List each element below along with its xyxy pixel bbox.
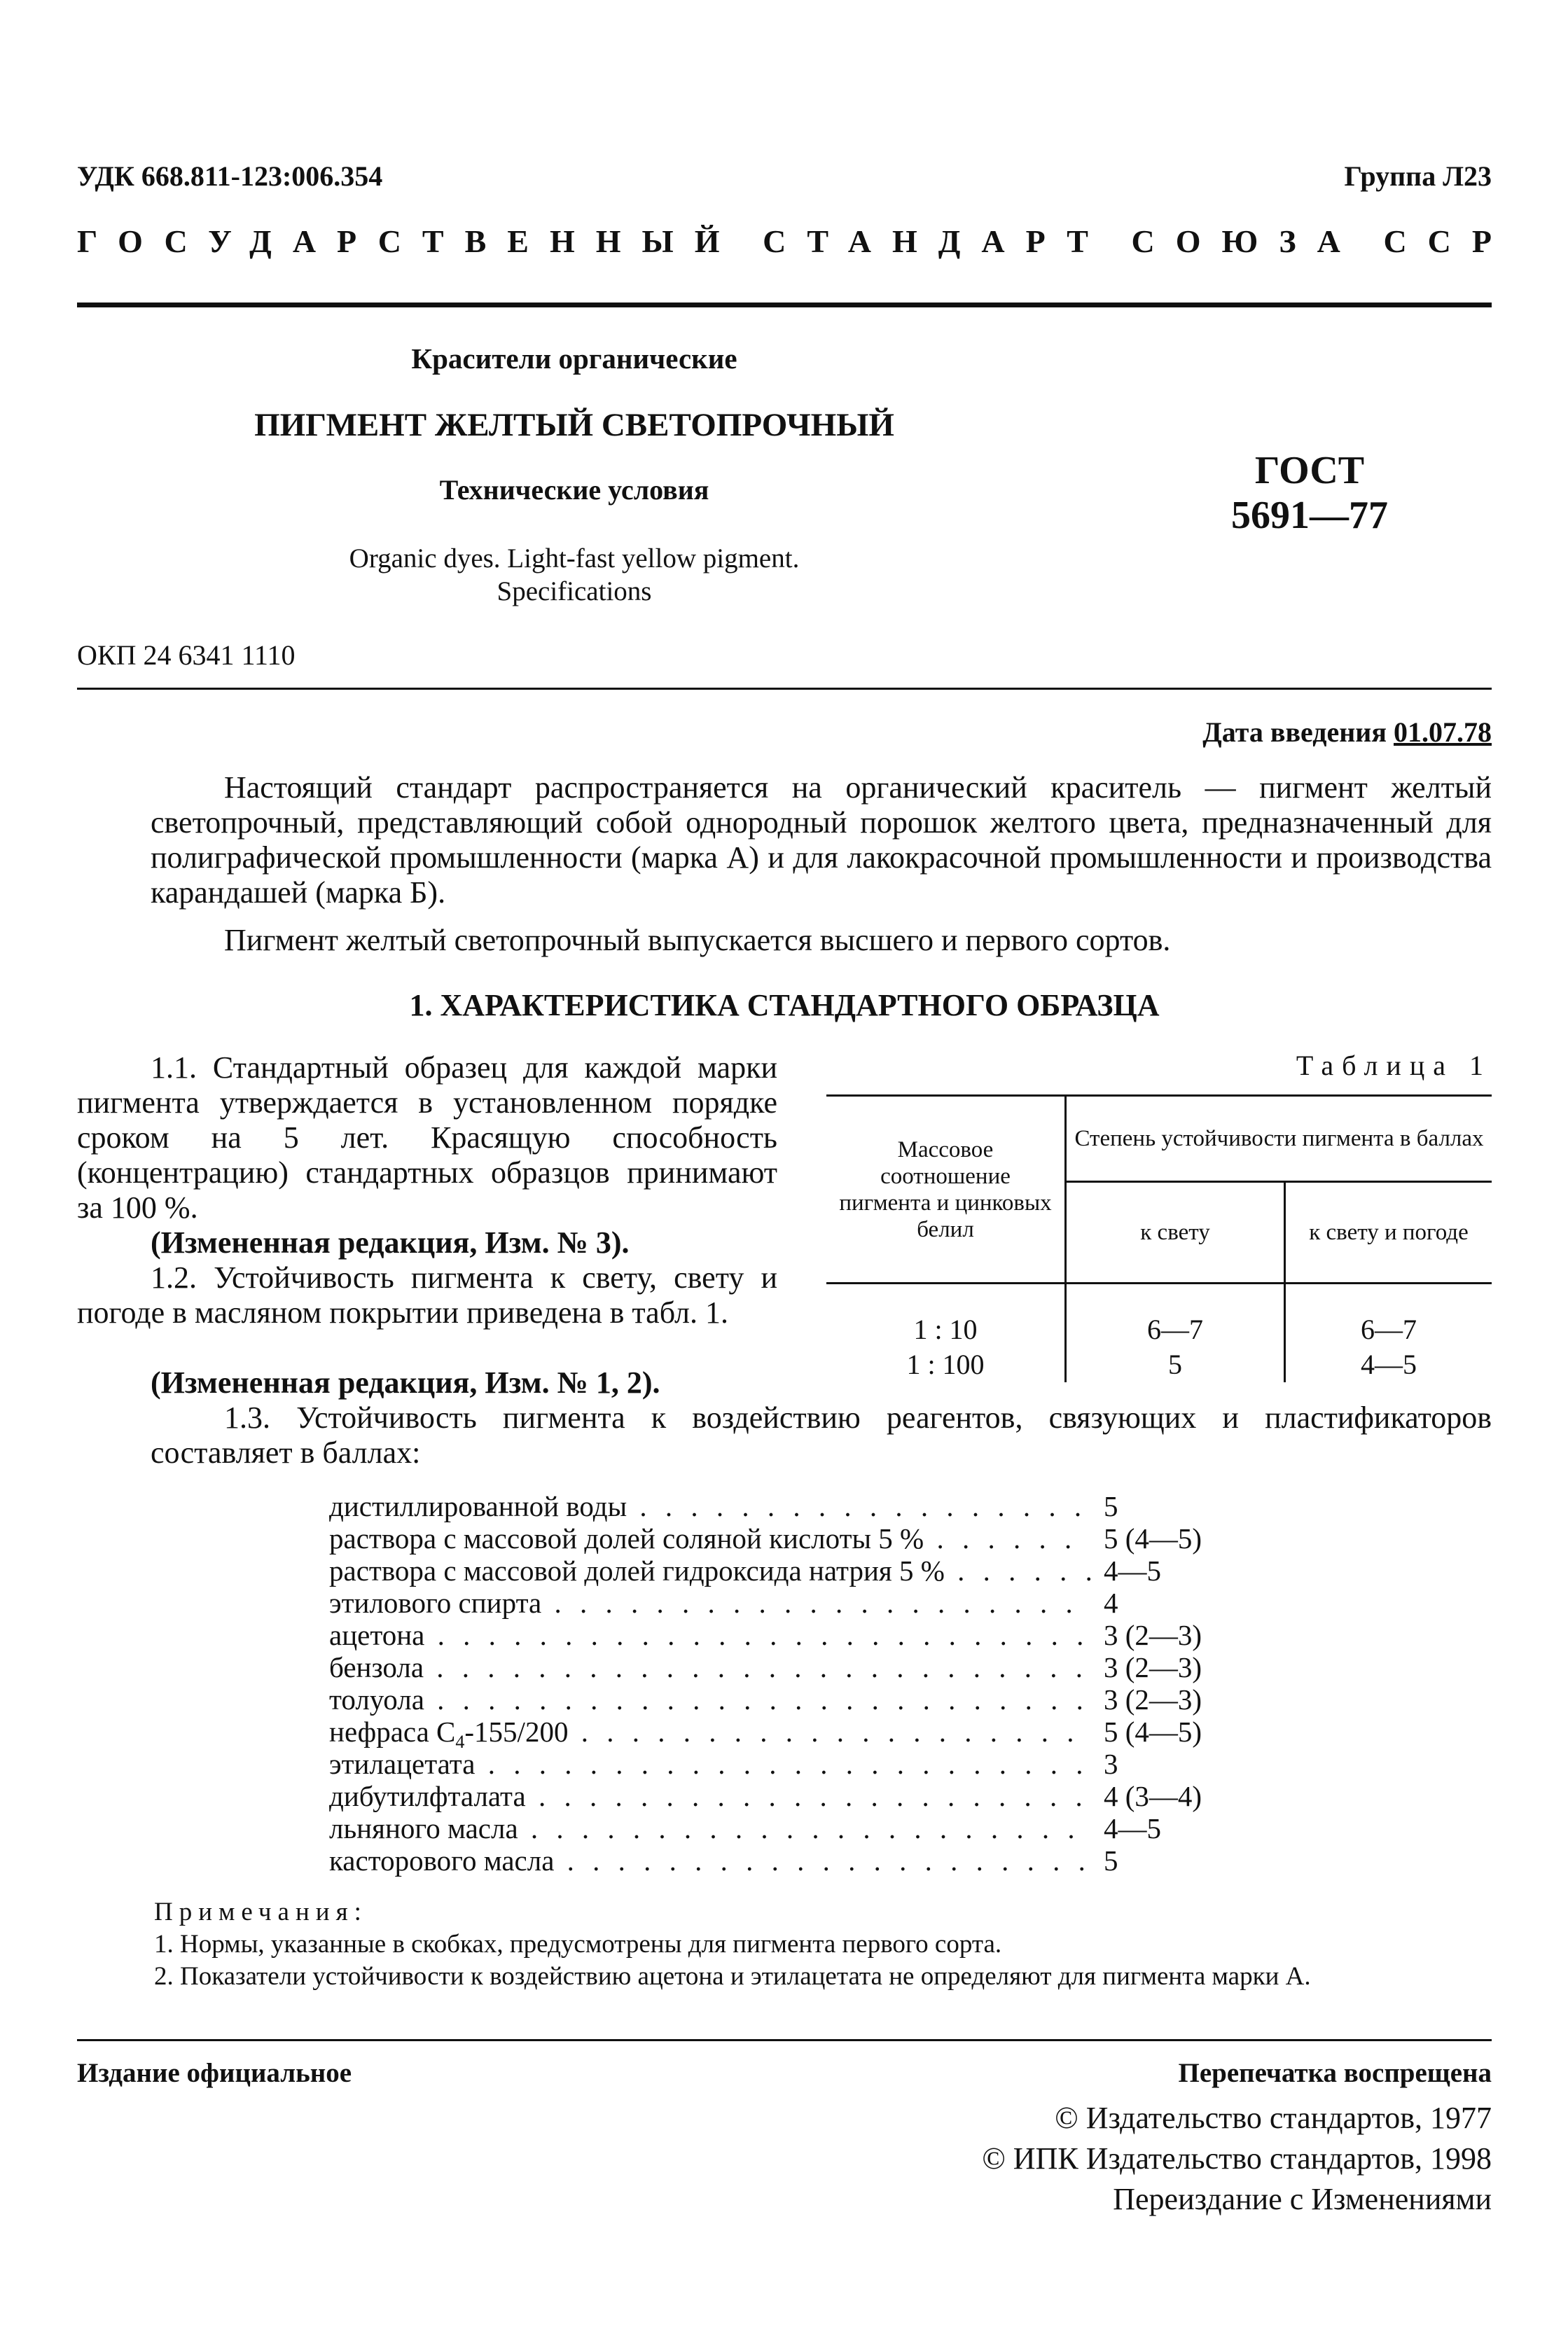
intro-paragraph bbox=[77, 923, 1492, 958]
reagent-label-main: нефраса С bbox=[329, 1716, 456, 1748]
list-item bbox=[329, 1748, 1310, 1780]
reagent-label: бензола . . . bbox=[329, 1651, 1091, 1683]
list-item bbox=[329, 1716, 1310, 1748]
clause-text: 1.2. Устойчивость пигмента к свету, свету и погоде в масляном покрытии приведена в табл. 1. bbox=[77, 1260, 777, 1330]
list-item bbox=[329, 1780, 1310, 1812]
table-header-weather: к свету и погоде bbox=[1285, 1182, 1492, 1284]
table-cell: 1 : 10 bbox=[826, 1284, 1066, 1348]
gost-label: ГОСТ bbox=[1254, 449, 1365, 492]
reagent-value: 4 (3—4) bbox=[1103, 1780, 1202, 1812]
intro-paragraph bbox=[77, 770, 1492, 910]
table-cell: 4—5 bbox=[1361, 1349, 1417, 1380]
okp-code: ОКП 24 6341 1110 bbox=[77, 639, 296, 671]
reagent-label: дибутилфталата . . . bbox=[329, 1780, 1091, 1812]
reagent-value: 4—5 bbox=[1103, 1812, 1161, 1844]
reprint-prohibited: Перепечатка воспрещена bbox=[1178, 2058, 1492, 2088]
list-item bbox=[329, 1619, 1310, 1651]
list-item bbox=[329, 1587, 1310, 1619]
list-item bbox=[329, 1844, 1310, 1877]
reagent-value: 3 (2—3) bbox=[1103, 1651, 1202, 1683]
intro-text: Пигмент желтый светопрочный выпускается высшего и первого сортов. bbox=[224, 923, 1171, 957]
banner-word: СОЮЗА bbox=[1131, 223, 1361, 259]
reagent-label: этилацетата . . . bbox=[329, 1748, 1091, 1780]
section-title: 1. ХАРАКТЕРИСТИКА СТАНДАРТНОГО ОБРАЗЦА bbox=[409, 988, 1160, 1022]
reagent-label: толуола . . . bbox=[329, 1683, 1091, 1716]
reagent-value: 3 bbox=[1103, 1748, 1118, 1780]
category-heading: Красители органические bbox=[411, 342, 737, 375]
date-label: Дата введения bbox=[1202, 716, 1387, 748]
table-cell: 6—7 bbox=[1361, 1314, 1417, 1345]
notes-2 bbox=[77, 1961, 1492, 1993]
table-1 bbox=[826, 1094, 1492, 1382]
copyright-1977: © Издательство стандартов, 1977 bbox=[1055, 2101, 1492, 2135]
introduction-date bbox=[1202, 716, 1492, 749]
udk-code: УДК 668.811-123:006.354 bbox=[77, 160, 383, 192]
document-title: ПИГМЕНТ ЖЕЛТЫЙ СВЕТОПРОЧНЫЙ bbox=[254, 407, 894, 443]
edit-text: (Измененная редакция, Изм. № 3). bbox=[151, 1225, 630, 1260]
reagent-value: 5 (4—5) bbox=[1103, 1716, 1202, 1748]
edit-note bbox=[77, 1225, 777, 1260]
list-item bbox=[329, 1683, 1310, 1716]
notes bbox=[154, 1896, 1492, 1961]
list-item bbox=[329, 1555, 1310, 1587]
gost-designation bbox=[1170, 448, 1450, 538]
footer-divider bbox=[77, 2039, 1492, 2041]
reagent-value: 4 bbox=[1103, 1587, 1118, 1619]
clause-text: 1.3. Устойчивость пигмента к воздействию реагентов, связующих и пластификаторов составляет в баллах: bbox=[151, 1400, 1492, 1470]
banner-word: СТАНДАРТ bbox=[763, 223, 1109, 259]
date-value: 01.07.78 bbox=[1394, 716, 1492, 748]
intro-text: Настоящий стандарт распространяется на органический краситель — пигмент желтый светопрочный, представляющий собой однородный порошок желтого цвета, предназначенный для полиграфической промышленности (марка А) и для лакокрасочной промышленности и производства карандашей (марка Б). bbox=[151, 770, 1492, 910]
table-header-light: к свету bbox=[1066, 1182, 1285, 1284]
notes-heading: Примечания: bbox=[154, 1898, 368, 1926]
gost-number: 5691—77 bbox=[1231, 494, 1388, 537]
list-item bbox=[329, 1522, 1310, 1555]
edit-text: (Измененная редакция, Изм. № 1, 2). bbox=[151, 1365, 660, 1400]
reagent-value: 5 (4—5) bbox=[1103, 1522, 1202, 1555]
banner-word: ССР bbox=[1383, 223, 1513, 259]
reagent-list bbox=[329, 1490, 1310, 1877]
reagent-value: 5 bbox=[1103, 1844, 1118, 1877]
document-page bbox=[77, 0, 1513, 2350]
reagent-label: льняного масла . . . bbox=[329, 1812, 1091, 1844]
reagent-label: этилового спирта . . . bbox=[329, 1587, 1091, 1619]
table-cell: 5 bbox=[1066, 1347, 1285, 1382]
reagent-value: 3 (2—3) bbox=[1103, 1619, 1202, 1651]
clause-1-1 bbox=[77, 1050, 777, 1225]
reissue-note: Переиздание с Изменениями bbox=[1113, 2182, 1492, 2216]
reagent-label-subscript: 4 bbox=[455, 1732, 465, 1748]
title-divider bbox=[77, 688, 1492, 690]
reagent-label: касторового масла . . . bbox=[329, 1844, 1091, 1877]
table-header-ratio: Массовое соотношение пигмента и цинковых белил bbox=[826, 1096, 1066, 1284]
reagent-label: раствора с массовой долей гидроксида натрия 5 % . . . bbox=[329, 1555, 1091, 1587]
reagent-label-tail: -155/200 bbox=[464, 1716, 569, 1748]
edit-note bbox=[77, 1365, 777, 1400]
reagent-label: ацетона . . . bbox=[329, 1619, 1091, 1651]
table-caption: Таблица 1 bbox=[1296, 1050, 1492, 1081]
official-edition: Издание официальное bbox=[77, 2058, 352, 2088]
clause-1-2 bbox=[77, 1260, 777, 1330]
document-subtitle: Технические условия bbox=[439, 474, 709, 506]
clause-text: 1.1. Стандартный образец для каждой марки пигмента утверждается в установленном порядке сроком на 5 лет. Красящую способность (концентрацию) стандартных образцов принимают за 100 %. bbox=[77, 1050, 777, 1225]
banner-word: ГОСУДАРСТВЕННЫЙ bbox=[77, 223, 741, 259]
note-item: 2. Показатели устойчивости к воздействию ацетона и этилацетата не определяют для пигмента марки А. bbox=[154, 1962, 1311, 1991]
reagent-label: раствора с массовой долей соляной кислоты 5 % . . . bbox=[329, 1522, 1091, 1555]
copyright-1998: © ИПК Издательство стандартов, 1998 bbox=[982, 2141, 1492, 2176]
group-code: Группа Л23 bbox=[1344, 160, 1492, 192]
reagent-value: 3 (2—3) bbox=[1103, 1683, 1202, 1716]
table-cell: 6—7 bbox=[1066, 1284, 1285, 1348]
note-item: 1. Нормы, указанные в скобках, предусмотрены для пигмента первого сорта. bbox=[154, 1930, 1002, 1959]
english-title-line: Organic dyes. Light-fast yellow pigment. bbox=[349, 543, 800, 573]
reagent-value: 4—5 bbox=[1103, 1555, 1161, 1587]
list-item bbox=[329, 1812, 1310, 1844]
table-header-group: Степень устойчивости пигмента в баллах bbox=[1066, 1096, 1492, 1182]
clause-1-3 bbox=[77, 1400, 1492, 1471]
reagent-label: дистиллированной воды . . . bbox=[329, 1490, 1091, 1522]
reagent-value: 5 bbox=[1103, 1490, 1118, 1522]
reagent-label bbox=[329, 1716, 1091, 1748]
state-standard-banner bbox=[77, 223, 1513, 260]
english-title-line: Specifications bbox=[497, 576, 652, 606]
table-cell: 1 : 100 bbox=[826, 1347, 1066, 1382]
header-divider bbox=[77, 303, 1492, 307]
list-item bbox=[329, 1490, 1310, 1522]
list-item bbox=[329, 1651, 1310, 1683]
